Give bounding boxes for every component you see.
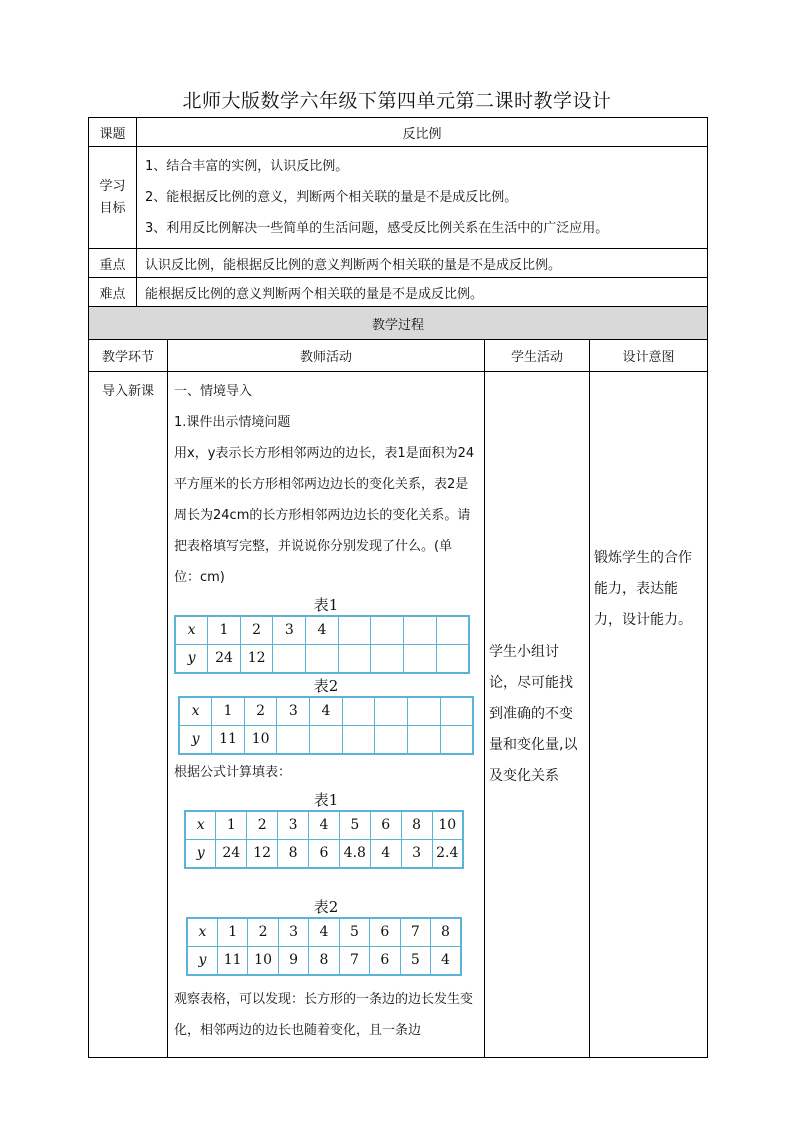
teacher-paragraph: 用x，y表示长方形相邻两边的边长，表1是面积为24 平方厘米的长方形相邻两边边长的变化关系，表2是周长为24cm的长方形相邻两边边长的变化关系。请把表格填写完整，并说说你分别发现了什么。(单位：cm): [174, 446, 475, 585]
value-cell: 7: [400, 918, 430, 947]
table1-blank-figure: [174, 595, 478, 674]
value-cell: 8: [278, 840, 309, 869]
value-table-row-y: [187, 947, 461, 976]
teacher-heading: 一、情境导入: [174, 384, 253, 399]
value-cell: 8: [431, 918, 462, 947]
intro-row: [89, 372, 708, 1058]
value-cell: 5: [339, 811, 370, 840]
value-cell: 12: [240, 645, 273, 674]
value-cell: 1: [212, 697, 245, 726]
variable-label: y: [185, 840, 216, 869]
goal-item: 2、能根据反比例的意义，判断两个相关联的量是不是成反比例。: [145, 190, 518, 205]
value-table-row-x: [187, 918, 461, 947]
goals-label-line-1: 学习: [99, 178, 126, 194]
teacher-activity-content: [174, 376, 478, 1046]
value-table-row-x: [185, 811, 463, 840]
value-cell: 2.4: [432, 840, 463, 869]
teacher-activity: [168, 372, 485, 1058]
value-cell: [436, 616, 469, 645]
value-cell: [306, 645, 339, 674]
goals-label: [89, 147, 137, 249]
value-cell: 6: [370, 811, 401, 840]
difficult-point-row: [89, 278, 708, 307]
variable-label: y: [187, 947, 217, 976]
goals-label-line-2: 目标: [99, 200, 126, 216]
value-cell: 4: [310, 697, 343, 726]
formula-note: 根据公式计算填表：: [174, 765, 292, 780]
process-section-row: [89, 307, 708, 340]
value-cell: [338, 645, 371, 674]
value-cell: [371, 645, 404, 674]
goals-row: [89, 147, 708, 249]
value-cell: 1: [216, 811, 247, 840]
value-table-row-y: [175, 645, 469, 674]
value-cell: 3: [278, 918, 308, 947]
value-cell: [277, 726, 310, 755]
value-cell: 10: [432, 811, 463, 840]
value-cell: [371, 616, 404, 645]
value-table: [178, 696, 474, 755]
value-table-row-x: [175, 616, 469, 645]
value-cell: 6: [370, 947, 400, 976]
header-student: 学生活动: [485, 340, 590, 372]
value-cell: 6: [309, 840, 340, 869]
table-caption: 表2: [313, 677, 339, 695]
key-point-row: [89, 249, 708, 278]
value-cell: [338, 616, 371, 645]
variable-label: x: [175, 616, 208, 645]
value-cell: [375, 726, 408, 755]
key-point-value: 认识反比例，能根据反比例的意义判断两个相关联的量是不是成反比例。: [137, 249, 708, 278]
value-cell: [404, 645, 437, 674]
value-cell: [436, 645, 469, 674]
header-intent: 设计意图: [590, 340, 708, 372]
value-table-row-x: [179, 697, 473, 726]
value-cell: 3: [278, 811, 309, 840]
value-cell: 4.8: [339, 840, 370, 869]
value-cell: [273, 645, 306, 674]
value-cell: 4: [309, 811, 340, 840]
value-cell: 3: [401, 840, 432, 869]
variable-label: x: [187, 918, 217, 947]
difficult-point-value: 能根据反比例的意义判断两个相关联的量是不是成反比例。: [137, 278, 708, 307]
document-title: 北师大版数学六年级下第四单元第二课时教学设计: [182, 90, 612, 112]
stage-name: 导入新课: [89, 372, 168, 1058]
value-cell: [440, 697, 473, 726]
process-section-title: 教学过程: [89, 307, 708, 340]
value-cell: [342, 697, 375, 726]
goal-item: 1、结合丰富的实例，认识反比例。: [145, 159, 349, 174]
value-cell: [310, 726, 343, 755]
variable-label: x: [179, 697, 212, 726]
table1-filled-figure: [174, 790, 478, 869]
difficult-point-label: 难点: [89, 278, 137, 307]
value-cell: 10: [248, 947, 278, 976]
header-teacher: 教师活动: [168, 340, 485, 372]
value-cell: 10: [244, 726, 277, 755]
value-cell: 4: [306, 616, 339, 645]
design-intent: 锻炼学生的合作能力，表达能力，设计能力。: [590, 372, 708, 1058]
value-cell: [408, 726, 441, 755]
value-cell: 24: [216, 840, 247, 869]
goal-item: 3、利用反比例解决一些简单的生活问题，感受反比例关系在生活中的广泛应用。: [145, 221, 609, 236]
value-cell: 1: [208, 616, 241, 645]
value-cell: 5: [400, 947, 430, 976]
topic-label: 课题: [89, 118, 137, 147]
value-cell: 2: [240, 616, 273, 645]
value-cell: 8: [309, 947, 339, 976]
value-cell: [342, 726, 375, 755]
value-cell: 4: [370, 840, 401, 869]
value-cell: 11: [217, 947, 247, 976]
value-cell: 6: [370, 918, 400, 947]
lesson-plan-table: [88, 117, 708, 1058]
topic-row: [89, 118, 708, 147]
value-table: [186, 917, 462, 976]
process-header-row: [89, 340, 708, 372]
value-cell: 24: [208, 645, 241, 674]
value-cell: 1: [217, 918, 247, 947]
table-caption: 表1: [313, 791, 339, 809]
value-cell: [440, 726, 473, 755]
value-cell: 2: [248, 918, 278, 947]
value-cell: 2: [244, 697, 277, 726]
value-cell: 4: [309, 918, 339, 947]
value-cell: [375, 697, 408, 726]
value-table: [184, 810, 464, 869]
value-cell: [408, 697, 441, 726]
value-cell: 12: [247, 840, 278, 869]
key-point-label: 重点: [89, 249, 137, 278]
value-cell: [404, 616, 437, 645]
variable-label: x: [185, 811, 216, 840]
value-table-row-y: [179, 726, 473, 755]
value-cell: 3: [277, 697, 310, 726]
value-table: [174, 615, 470, 674]
value-table-row-y: [185, 840, 463, 869]
table2-blank-figure: [174, 676, 478, 755]
value-cell: 8: [401, 811, 432, 840]
value-cell: 11: [212, 726, 245, 755]
value-cell: 7: [339, 947, 369, 976]
value-cell: 3: [273, 616, 306, 645]
value-cell: 5: [339, 918, 369, 947]
header-stage: 教学环节: [89, 340, 168, 372]
table-caption: 表2: [313, 898, 339, 916]
table-caption: 表1: [313, 596, 339, 614]
teacher-subheading: 1.课件出示情境问题: [174, 415, 291, 430]
observation-text: 观察表格，可以发现：长方形的一条边的边长发生变化，相邻两边的边长也随着变化，且一条边: [174, 992, 474, 1038]
value-cell: 4: [431, 947, 462, 976]
value-cell: 9: [278, 947, 308, 976]
value-cell: 2: [247, 811, 278, 840]
variable-label: y: [179, 726, 212, 755]
variable-label: y: [175, 645, 208, 674]
table2-filled-figure: [174, 897, 478, 976]
goals-content: [137, 147, 708, 249]
topic-value: 反比例: [137, 118, 708, 147]
student-activity: 学生小组讨论，尽可能找到准确的不变量和变化量,以及变化关系: [485, 372, 590, 1058]
